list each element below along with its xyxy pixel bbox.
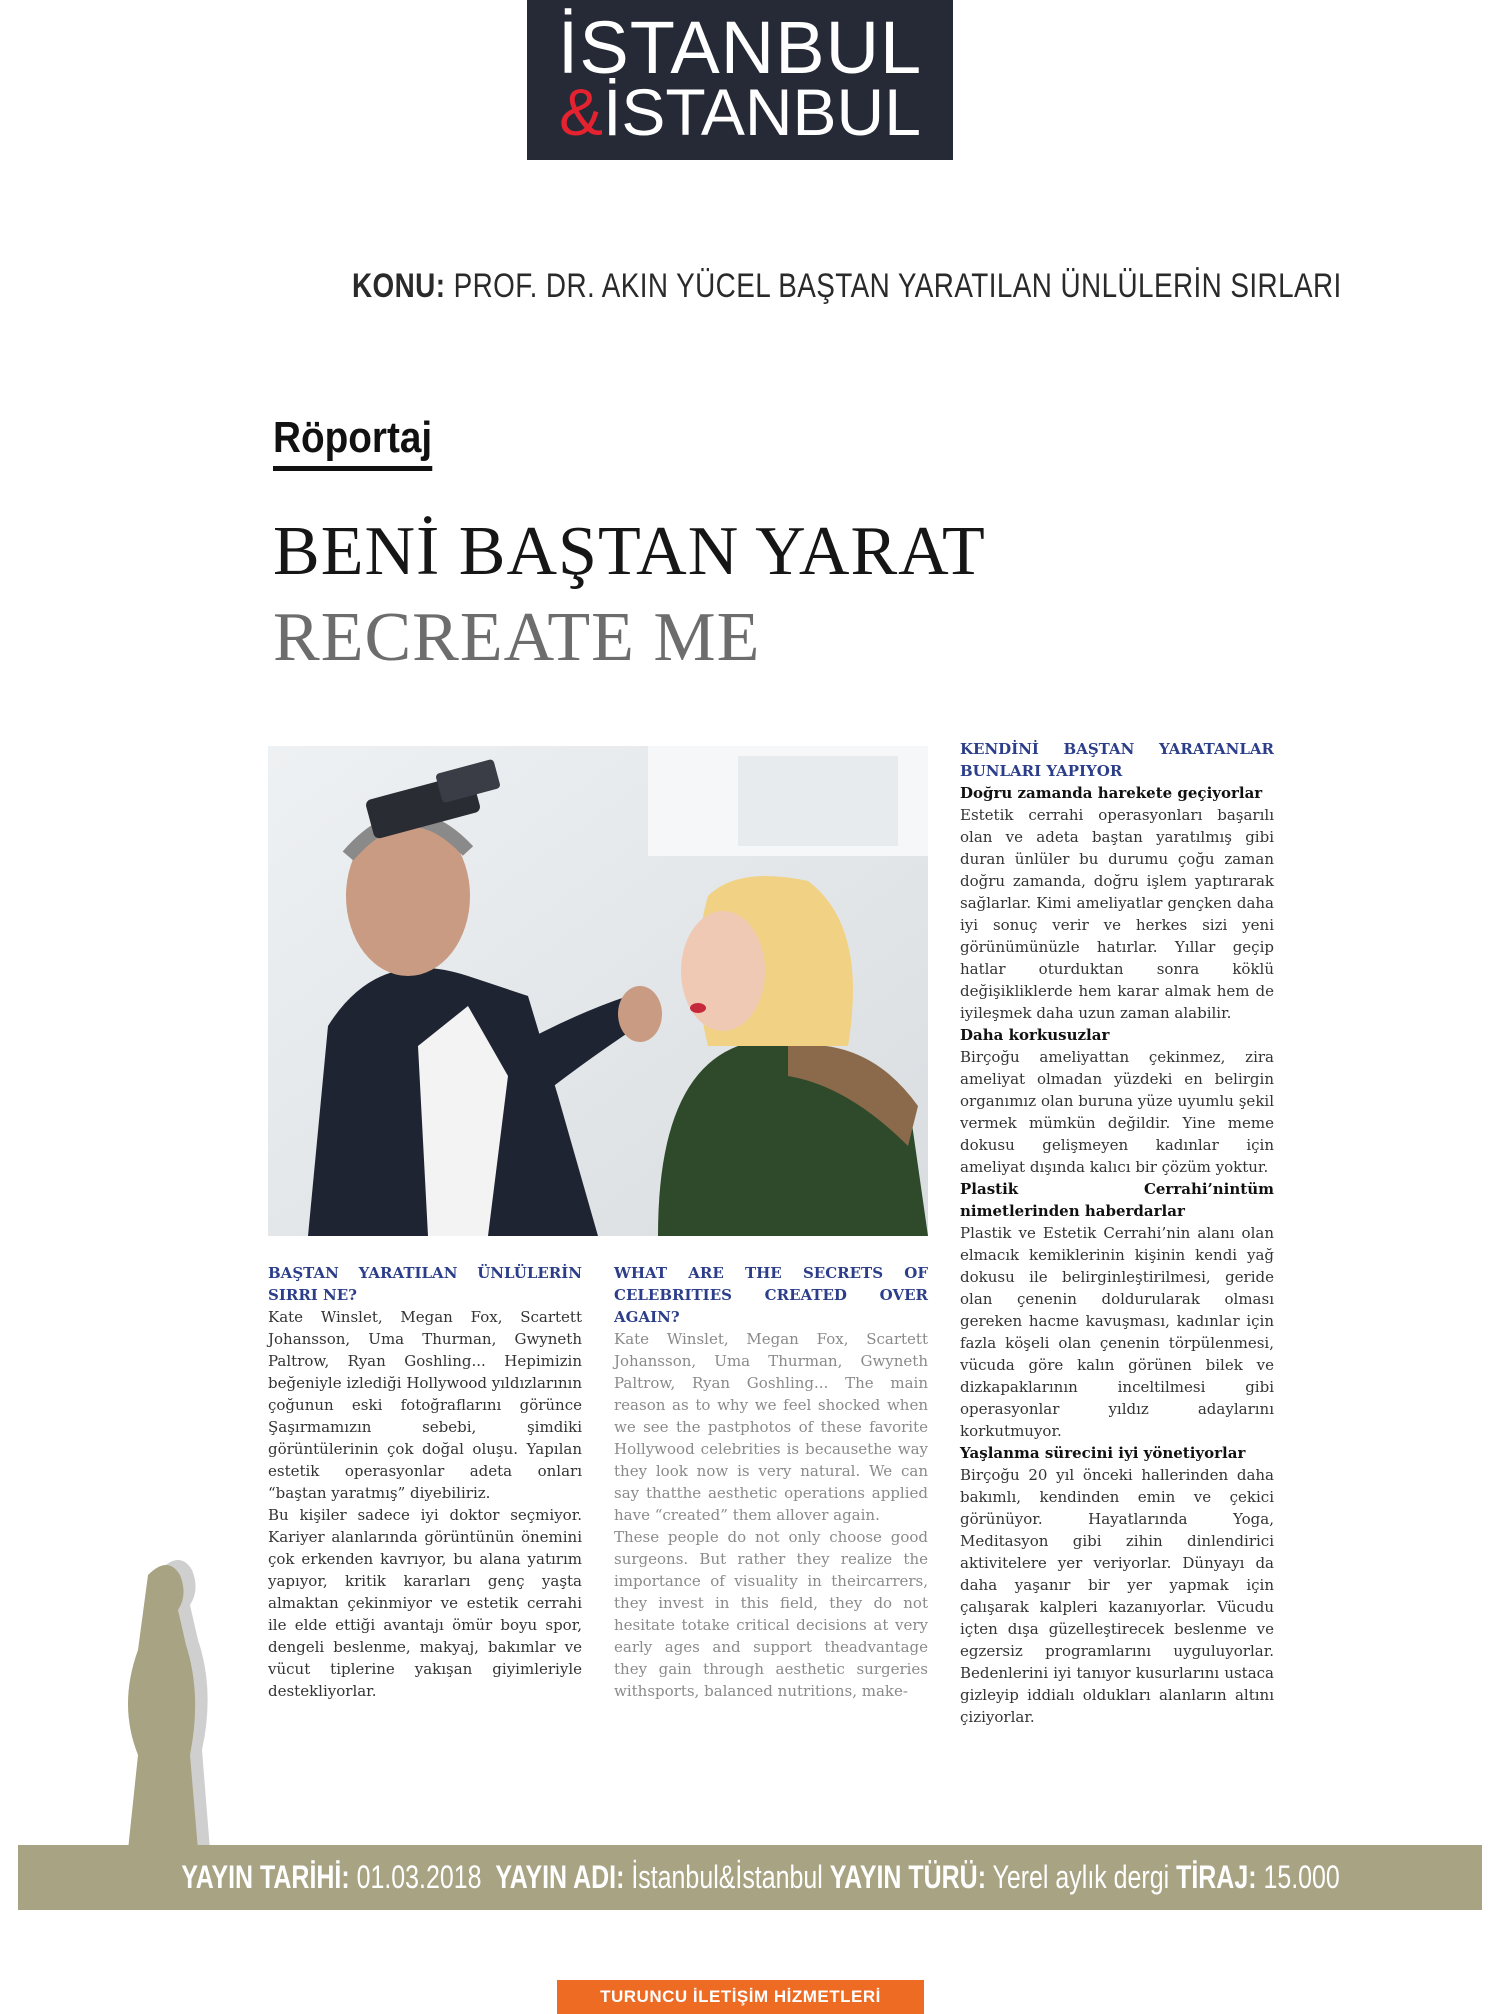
right-heading: KENDİNİ BAŞTAN YARATANLAR BUNLARI YAPIYOR (960, 740, 1274, 780)
masthead-ampersand: & (559, 75, 604, 149)
right-paragraph-4: Birçoğu 20 yıl önceki hallerinden daha bakımlı, kendinden emin ve çekici görünüyor. Hayatlarında Yoga, Meditasyon gibi zihin dinlendirici aktivitelere yer veriyorlar. Dünyayı da daha yaşanır bir yer yapmak için çalışarak kalpleri kazanıyorlar. Vücudu içten dışa güzelleştirecek beslenme ve egzersiz programlarını uyguluyorlar. Bedenlerini iyi tanıyor kusurlarını ustaca gizleyip iddialı oldukları alanların altını çiziyorlar. (960, 1466, 1274, 1726)
publication-info (18, 1853, 1482, 1901)
right-subheading-1: Doğru zamanda harekete geçiyorlar (960, 784, 1263, 802)
middle-paragraph-1: Kate Winslet, Megan Fox, Scartett Johansson, Uma Thurman, Gwyneth Paltrow, Ryan Goshling... The main reason as to why we feel shocked when we see the pastphotos of these favorite Hollywood celebrities is becausethe way they look now is very natural. We can say thatthe aesthetic operations applied have “created” them allover again. (614, 1330, 928, 1524)
right-subheading-4: Yaşlanma sürecini iyi yönetiyorlar (960, 1444, 1246, 1462)
article-photo (268, 746, 928, 1236)
circulation-label: TİRAJ: (1176, 1859, 1257, 1895)
pub-name: İstanbul&İstanbul (631, 1859, 823, 1895)
subject-text: PROF. DR. AKIN YÜCEL BAŞTAN YARATILAN ÜNLÜLERİN SIRLARI (453, 267, 1342, 305)
masthead-line2-text: İSTANBUL (603, 75, 921, 149)
section-label: Röportaj (273, 412, 432, 471)
article-title-tr: BENİ BAŞTAN YARAT (273, 513, 986, 590)
right-subheading-2: Daha korkusuzlar (960, 1026, 1110, 1044)
agency-tag: TURUNCU İLETİŞİM HİZMETLERİ (557, 1980, 924, 2014)
left-heading: BAŞTAN YARATILAN ÜNLÜLERİN SIRRI NE? (268, 1264, 582, 1304)
pub-type-label: YAYIN TÜRÜ: (829, 1859, 987, 1895)
masthead-line1: İSTANBUL (557, 6, 923, 89)
subject-label: KONU: (352, 267, 446, 305)
column-left (268, 1262, 582, 1702)
article-title-en: RECREATE ME (273, 599, 761, 676)
pub-date-label: YAYIN TARİHİ: (181, 1859, 350, 1895)
column-middle (614, 1262, 928, 1702)
middle-paragraph-2: These people do not only choose good surgeons. But rather they realize the importance of visuality in theircarrers, they invest in this field, they do not hesitate totake critical decisions at very early ages and support theadvantage they gain through aesthetic surgeries withsports, balanced nutritions, make- (614, 1528, 928, 1700)
pub-date: 01.03.2018 (356, 1859, 482, 1895)
pub-name-label: YAYIN ADI: (495, 1859, 625, 1895)
pub-type: Yerel aylık dergi (992, 1859, 1170, 1895)
right-paragraph-1: Estetik cerrahi operasyonları başarılı olan ve adeta baştan yaratılmış gibi duran ünlüler bu durumu çoğu zaman doğru zamanda, doğru işlem yaptırarak sağlarlar. Kimi ameliyatlar gençken daha iyi sonuç verir ve herkes sizi yeni görünümünüzle hatırlar. Yıllar geçip hatlar oturduktan sonra köklü değişikliklerde hem karar almak hem de iyileşmek daha uzun zaman alabilir. (960, 806, 1274, 1022)
column-right (960, 738, 1274, 1728)
masthead-logo (527, 0, 953, 160)
left-paragraph-1: Kate Winslet, Megan Fox, Scartett Johansson, Uma Thurman, Gwyneth Paltrow, Ryan Goshling... Hepimizin beğeniyle izlediği Hollywood yıldızlarının çoğunun eski fotoğraflarını görünce Şaşırmamızın sebebi, şimdiki görüntülerinin çok doğal oluşu. Yapılan estetik operasyonlar adeta onları “baştan yaratmış” diyebiliriz. (268, 1308, 582, 1502)
right-paragraph-3: Plastik ve Estetik Cerrahi’nin alanı olan elmacık kemiklerinin kişinin kendi yağ dokusu ile belirginleştirilmesi, geride olan çenenin doldurularak olması gereken hacme kavuşması, kadınlar için fazla köşeli olan çenenin törpülenmesi, vücuda göre kalın görünen bilek ve dizkapaklarının inceltilmesi gibi operasyonlar yıldız adaylarını korkutmuyor. (960, 1224, 1274, 1440)
right-paragraph-2: Birçoğu ameliyattan çekinmez, zira ameliyat olmadan yüzdeki en belirgin organımız olan buruna yüze uyumlu şekil vermek mümkün değildir. Yine meme dokusu gelişmeyen kadınlar için ameliyat dışında kalıcı bir çözüm yoktur. (960, 1048, 1274, 1176)
masthead-line2 (527, 76, 953, 148)
left-paragraph-2: Bu kişiler sadece iyi doktor seçmiyor. Kariyer alanlarında görüntünün önemini çok erkenden kavrıyor, bu alana yatırım yapıyor, kritik kararları genç yaşta almaktan çekinmiyor ve estetik cerrahi ile elde ettiği avantajı ömür boyu spor, dengeli beslenme, makyaj, bakımlar ve vücut tiplerine yakışan giyimleriyle destekliyorlar. (268, 1506, 582, 1700)
subject-line (352, 262, 1342, 310)
publication-info-band (18, 1845, 1482, 1910)
middle-heading: WHAT ARE THE SECRETS OF CELEBRITIES CREATED OVER AGAIN? (614, 1264, 928, 1326)
statue-silhouette-icon (120, 1550, 260, 1850)
circulation: 15.000 (1263, 1859, 1340, 1895)
right-subheading-3: Plastik Cerrahi’nintüm nimetlerinden haberdarlar (960, 1180, 1274, 1220)
